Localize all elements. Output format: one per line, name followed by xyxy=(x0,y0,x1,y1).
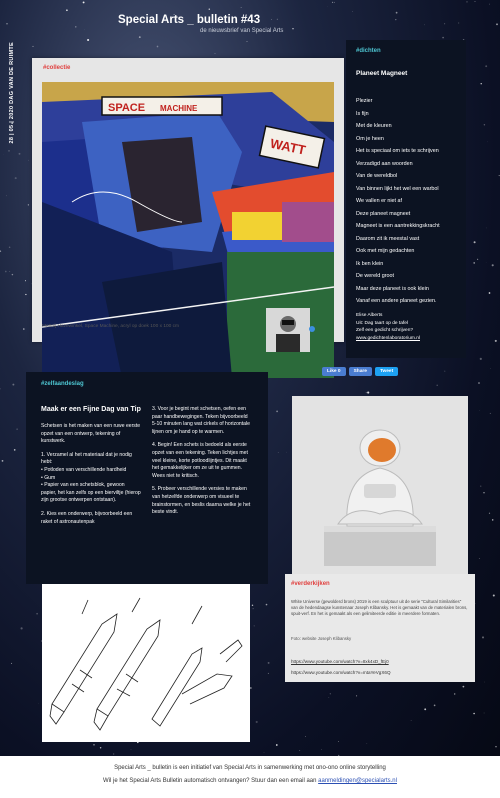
poem-title: Planeet Magneet xyxy=(356,70,408,77)
artist-portrait xyxy=(266,308,310,352)
white-universe-sculpture xyxy=(292,396,468,574)
poem-line: Daarom zit ik meestal vast xyxy=(356,235,420,242)
bulletin-subtitle: de nieuwsbrief van Special Arts xyxy=(200,28,284,34)
poem-line: Plezier xyxy=(356,98,373,104)
painting-text-watt: WATT xyxy=(268,135,308,158)
bulletin-title: Special Arts _ bulletin #43 xyxy=(118,14,261,26)
poem-line: We vallen er niet af xyxy=(356,198,403,204)
facebook-share-button[interactable]: Share xyxy=(349,367,372,376)
poem-source: Uit: Dag taart op de tafel xyxy=(356,320,408,326)
poem-line: Met de kleuren xyxy=(356,123,392,129)
tip-paragraph: • Gum xyxy=(41,474,56,481)
gedichtenlab-link[interactable]: www.gedichtenlaboratorium.nl xyxy=(356,335,420,341)
tip-paragraph: • Potloden van verschillende hardheid xyxy=(41,466,127,473)
youtube-link-2[interactable]: https://www.youtube.com/watch?v=mtaYeVgX6Q xyxy=(291,670,391,675)
footer-subscribe xyxy=(0,778,500,784)
footer xyxy=(0,756,500,798)
tip-paragraph: 5. Probeer verschillende versies te maken van hetzelfde onderwerp om visueel te brainstormen, en beslis daarna welke je het beste vindt. xyxy=(152,486,251,516)
poem-line: Van binnen lijkt het wel een warbol xyxy=(356,185,439,192)
poem-line: Van de wereldbol xyxy=(356,173,398,179)
rocket-sketch-image xyxy=(42,584,250,742)
poem-line: Het is speciaal om iets te schrijven xyxy=(356,148,439,154)
issue-date: 28 | 05 | 2020 DAG VAN DE RUIMTE xyxy=(9,42,15,144)
verderkijken-card xyxy=(285,574,475,682)
tip-paragraph: 4. Begin! Een schets is bedoeld als eerste opzet van een tekening. Teken lichtjes met veel kleine, korte potloodlijntjes. Dit maakt het gemakkelijker om ze uit te gummen. Wees niet te kritisch. xyxy=(152,442,248,479)
social-share-bar xyxy=(322,367,398,376)
poem-line: Ik ben klein xyxy=(356,260,384,267)
painting-text-machine: MACHINE xyxy=(160,104,198,113)
poem-line: Om je heen xyxy=(356,135,384,142)
verder-links xyxy=(291,656,391,678)
tip-paragraph: 1. Verzamel al het materiaal dat je nodig hebt: xyxy=(41,451,132,466)
facebook-like-button[interactable]: Like 0 xyxy=(322,367,346,376)
poem-line: Ook met mijn gedachten xyxy=(356,248,415,254)
poem-lines xyxy=(356,95,440,308)
zelfaandeslag-card xyxy=(26,372,268,584)
tip-title: Maak er een Fijne Dag van Tip xyxy=(41,406,141,413)
painting-caption: Matteij Hazewinkel, Space Machine, acryl op doek 100 x 100 cm xyxy=(42,324,180,329)
tip-paragraph: Schetsen is het maken van een ruwe eerste opzet van een ontwerp, tekening of kunstwerk. xyxy=(41,423,141,445)
poem-line: Vanaf een andere planeet gezien. xyxy=(356,298,437,304)
painting-text-space: SPACE xyxy=(108,102,146,114)
poem-line: De wereld groot xyxy=(356,273,395,279)
tip-paragraph: 2. Kies een onderwerp, bijvoorbeeld een raket of astronautenpak xyxy=(41,510,133,525)
tip-column-2 xyxy=(152,406,252,523)
verder-description: White Universe (gewolderd brons) 2019 is een sculptuur uit de serie "Cultural Similarities" van de hedendaagse kunstenaar Joseph Klibansky. Het is gemaakt van de materialen brons, spuit-verf. En het is gemaakt als een gelimiteerde editie in meerdere formaten. xyxy=(291,599,468,617)
tip-paragraph: • Papier van een schetsblok, gewoon papier, het kan zelfs op een bierviltje (hierop zijn grootse ontwerpen ontstaan). xyxy=(41,482,141,504)
footer-initiative: Special Arts _ bulletin is een initiatief van Special Arts in samenwerking met ono-ono online storytelling xyxy=(114,765,386,771)
dichten-tag[interactable]: #dichten xyxy=(356,48,381,54)
footer-subscribe-text: Wil je het Special Arts Bulletin automatisch ontvangen? Stuur dan een email aan xyxy=(103,778,317,784)
poem-line: Maar deze planeet is ook klein xyxy=(356,285,429,292)
dichten-card xyxy=(346,40,466,358)
zelf-tag[interactable]: #zelfaandeslag xyxy=(41,381,84,387)
poem-line: Deze planeet magneet xyxy=(356,210,411,217)
poem-author-block xyxy=(356,312,420,342)
verder-credit: Foto: website Joseph Klibansky xyxy=(291,636,352,641)
collectie-tag[interactable]: #collectie xyxy=(43,65,71,71)
youtube-link-1[interactable]: https://www.youtube.com/watch?v=8xk4xD_fEj0 xyxy=(291,659,389,664)
poem-author: Elise Alberts xyxy=(356,313,383,318)
share-icon[interactable] xyxy=(309,326,315,332)
tweet-button[interactable]: Tweet xyxy=(375,367,398,376)
poem-line: Is fijn xyxy=(356,110,369,117)
tip-paragraph: 3. Voor je begint met schetsen, oefen een paar handbewegingen. Teken bijvoorbeeld 5-10 minuten lang wat cirkels of horizontale lijnen om je hand op te warmen. xyxy=(152,406,250,435)
poem-line: Verzadigd aan woorden xyxy=(356,160,413,167)
verder-tag[interactable]: #verderkijken xyxy=(291,581,330,587)
subscribe-email-link[interactable]: aanmeldingen@specialarts.nl xyxy=(318,778,397,784)
poem-line: Magneet is een aantrekkingskracht xyxy=(356,223,440,229)
poem-cta: Zelf een gedicht schrijven? xyxy=(356,328,414,333)
collectie-card xyxy=(32,58,344,342)
tip-column-1 xyxy=(41,423,141,532)
